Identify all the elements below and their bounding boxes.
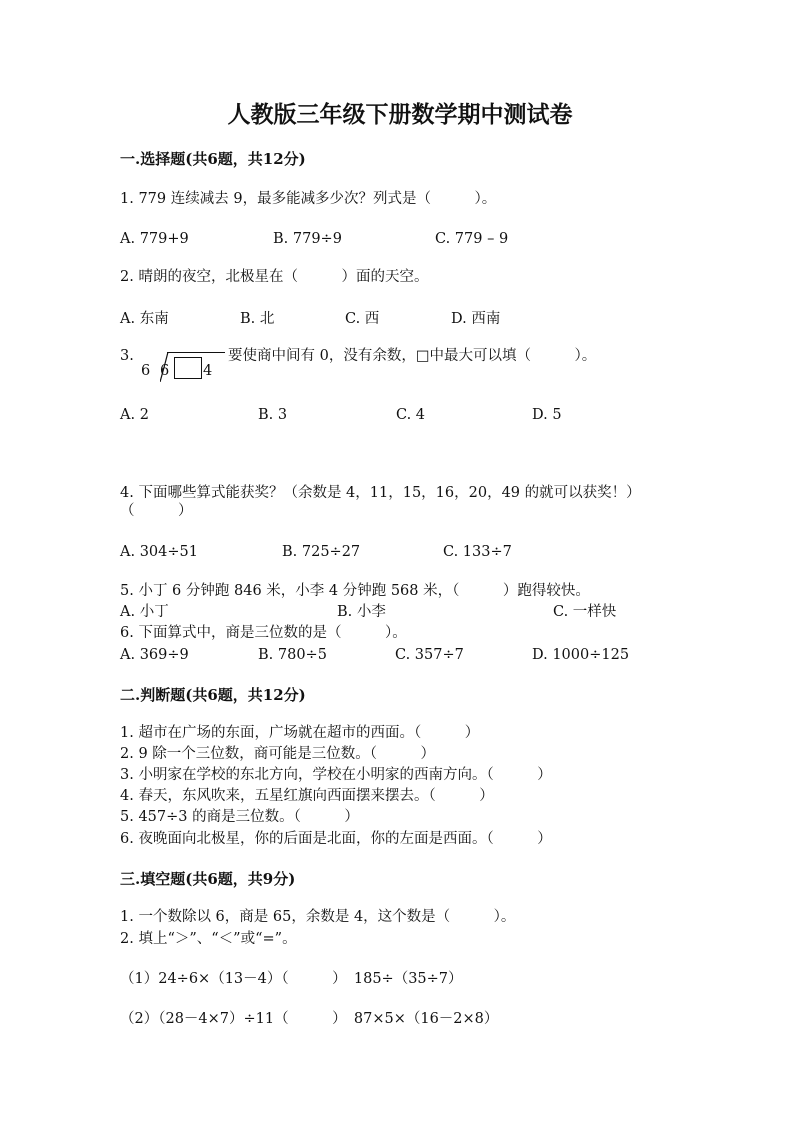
division-digit-3: 4 [203, 363, 213, 379]
choice-q3-option-b: B. 3 [258, 407, 288, 423]
judge-item: 5. 457÷3 的商是三位数。（ ） [120, 809, 359, 825]
choice-q5-option-c: C. 一样快 [553, 604, 617, 620]
choice-q5-stem: 5. 小丁 6 分钟跑 846 米，小李 4 分钟跑 568 米，（ ）跑得较快。 [120, 583, 590, 599]
choice-q3-stem: 要使商中间有 0，没有余数，□中最大可以填（ ）。 [228, 348, 597, 364]
choice-q1-option-c: C. 779 – 9 [435, 231, 509, 247]
choice-q4-option-a: A. 304÷51 [120, 544, 198, 560]
choice-q3-option-a: A. 2 [120, 407, 149, 423]
choice-q2-stem: 2. 晴朗的夜空，北极星在（ ）面的天空。 [120, 269, 429, 285]
choice-q6-stem: 6. 下面算式中，商是三位数的是（ ）。 [120, 625, 407, 641]
judge-item: 3. 小明家在学校的东北方向，学校在小明家的西南方向。（ ） [120, 767, 552, 783]
choice-q2-option-a: A. 东南 [120, 311, 169, 327]
fill-q2-row-1: （1）24÷6×（13－4）（ ） 185÷（35÷7） [120, 971, 463, 987]
division-divisor: 6 [141, 363, 151, 379]
choice-q2-option-b: B. 北 [240, 311, 275, 327]
division-digit-1: 6 [160, 363, 170, 379]
fill-q2: 2. 填上“＞”、“＜”或“=”。 [120, 931, 297, 947]
choice-q4-option-b: B. 725÷27 [282, 544, 361, 560]
choice-q5-option-a: A. 小丁 [120, 604, 169, 620]
page-title: 人教版三年级下册数学期中测试卷 [227, 101, 573, 128]
choice-q5-option-b: B. 小李 [337, 604, 386, 620]
choice-q6-option-c: C. 357÷7 [395, 647, 464, 663]
choice-q6-option-b: B. 780÷5 [258, 647, 327, 663]
choice-q4-answer-paren: （ ） [120, 503, 193, 519]
division-vinculum [167, 352, 225, 353]
choice-q1-option-b: B. 779÷9 [273, 231, 342, 247]
judge-item: 6. 夜晚面向北极星，你的后面是北面，你的左面是西面。（ ） [120, 831, 552, 847]
blank-digit-box [174, 357, 202, 379]
choice-q1-option-a: A. 779+9 [120, 231, 189, 247]
choice-q4-option-c: C. 133÷7 [443, 544, 512, 560]
fill-q2-row-2: （2）（28－4×7）÷11（ ） 87×5×（16－2×8） [120, 1011, 499, 1027]
judge-item: 2. 9 除一个三位数，商可能是三位数。（ ） [120, 746, 436, 762]
choice-q2-option-c: C. 西 [345, 311, 380, 327]
choice-q3-number: 3. [120, 348, 134, 364]
choice-q3-option-c: C. 4 [396, 407, 426, 423]
choice-q3-option-d: D. 5 [532, 407, 562, 423]
choice-q2-option-d: D. 西南 [451, 311, 501, 327]
section-heading-choice: 一.选择题(共6题，共12分) [120, 150, 306, 168]
choice-q4-stem: 4. 下面哪些算式能获奖？（余数是 4，11，15，16，20，49 的就可以获奖！） [120, 485, 641, 501]
judge-item: 4. 春天，东风吹来，五星红旗向西面摆来摆去。（ ） [120, 788, 494, 804]
section-heading-fill: 三.填空题(共6题，共9分) [120, 870, 296, 888]
choice-q6-option-d: D. 1000÷125 [532, 647, 630, 663]
choice-q1-stem: 1. 779 连续减去 9，最多能减多少次？列式是（ ）。 [120, 191, 497, 207]
choice-q6-option-a: A. 369÷9 [120, 647, 189, 663]
judge-item: 1. 超市在广场的东面，广场就在超市的西面。（ ） [120, 725, 480, 741]
section-heading-judge: 二.判断题(共6题，共12分) [120, 686, 306, 704]
fill-q1: 1. 一个数除以 6，商是 65，余数是 4，这个数是（ ）。 [120, 909, 516, 925]
